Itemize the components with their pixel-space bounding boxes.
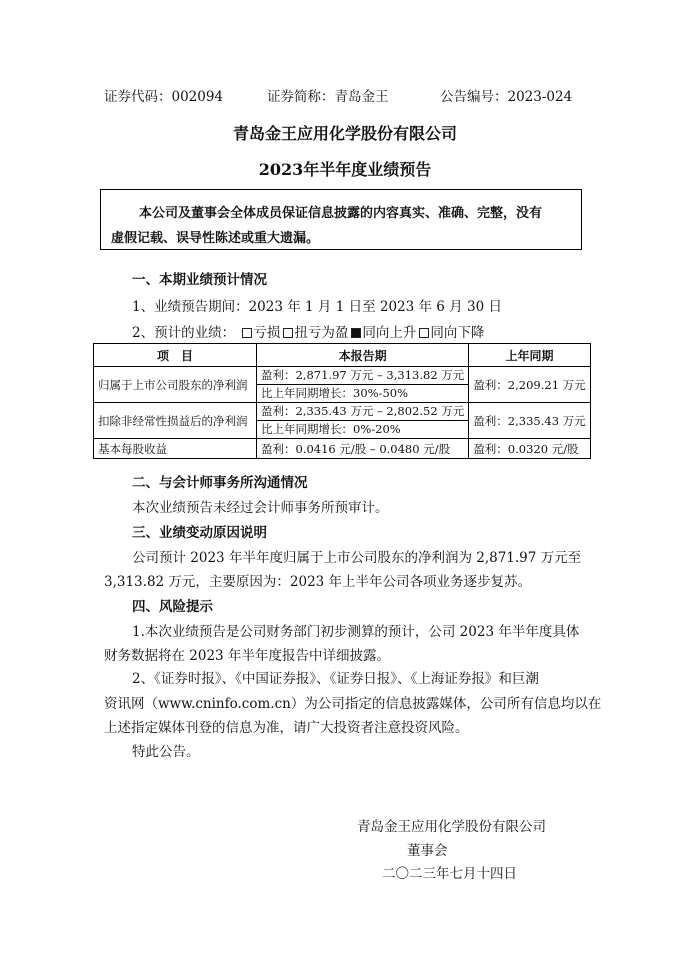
checkbox-turnaround: [283, 328, 293, 338]
signature-company: 青岛金王应用化学股份有限公司: [357, 819, 546, 835]
checkbox-increase-checked: [351, 328, 361, 338]
row-current: [257, 367, 469, 403]
checkbox-loss: [242, 328, 252, 338]
header-current: 本报告期: [257, 344, 469, 367]
closing-text: 特此公告。: [132, 744, 200, 760]
section-3-line-2: 3,313.82 万元，主要原因为：2023 年上半年公司各项业务逐步复苏。: [104, 574, 532, 590]
risk-p1-line-2: 财务数据将在 2023 年半年度报告中详细披露。: [104, 648, 390, 664]
stock-short-name-label: 证券简称：: [267, 89, 335, 105]
report-title: 2023年半年度业绩预告: [258, 160, 432, 179]
row-prior: 盈利：2,335.43 万元: [469, 403, 590, 439]
table-row: [94, 403, 591, 439]
section-3-heading: 三、业绩变动原因说明: [132, 525, 267, 541]
section-1-heading: 一、本期业绩预计情况: [132, 272, 267, 288]
stock-short-name-value: 青岛金王: [334, 89, 389, 105]
header-item: 项 目: [94, 344, 257, 367]
section-2-heading: 二、与会计师事务所沟通情况: [132, 475, 308, 491]
table-header-row: [94, 344, 591, 367]
stock-short-name: [267, 85, 389, 105]
risk-p2-line-2: 资讯网（www.cninfo.com.cn）为公司指定的信息披露媒体，公司所有信息均以在: [104, 696, 602, 712]
section-4-heading: 四、风险提示: [132, 599, 213, 615]
company-title: 青岛金王应用化学股份有限公司: [232, 124, 457, 143]
row-current: [257, 403, 469, 439]
current-growth: 比上年同期增长：0%-20%: [257, 420, 468, 438]
disclaimer-line-1: 本公司及董事会全体成员保证信息披露的内容真实、准确、完整，没有: [139, 206, 543, 221]
row-item: 扣除非经常性损益后的净利润: [94, 403, 257, 439]
forecast-period: 1、业绩预告期间：2023 年 1 月 1 日至 2023 年 6 月 30 日: [132, 299, 502, 315]
current-profit: 盈利：2,871.97 万元 – 3,313.82 万元: [261, 368, 465, 382]
forecast-type-label: 2、预计的业绩：: [132, 325, 236, 341]
table-row: [94, 439, 591, 459]
checkbox-decrease: [419, 328, 429, 338]
option-increase: 同向上升: [362, 325, 417, 341]
disclaimer-box: [100, 189, 582, 250]
forecast-type: [132, 321, 484, 341]
notice-number-value: 2023-024: [507, 89, 573, 105]
forecast-table: [93, 343, 591, 459]
section-3-line-1: 公司预计 2023 年半年度归属于上市公司股东的净利润为 2,871.97 万元至: [132, 550, 582, 566]
row-current: 盈利：0.0416 元/股 – 0.0480 元/股: [257, 439, 469, 459]
row-prior: 盈利：0.0320 元/股: [469, 439, 590, 459]
notice-number-label: 公告编号：: [440, 89, 508, 105]
signature-board: 董事会: [407, 843, 448, 859]
notice-number: [440, 85, 572, 105]
risk-p2-line-1: 2、《证券时报》、《中国证券报》、《证券日报》、《上海证券报》和巨潮: [132, 671, 539, 687]
row-item: 基本每股收益: [94, 439, 257, 459]
current-profit: 盈利：2,335.43 万元 – 2,802.52 万元: [261, 404, 465, 418]
risk-p2-line-3: 上述指定媒体刊登的信息为准，请广大投资者注意投资风险。: [104, 720, 469, 736]
risk-p1-line-1: 1.本次业绩预告是公司财务部门初步测算的预计，公司 2023 年半年度具体: [132, 624, 580, 640]
signature-date: 二〇二三年七月十四日: [382, 866, 517, 882]
stock-code-value: 002094: [171, 89, 224, 105]
row-item: 归属于上市公司股东的净利润: [94, 367, 257, 403]
stock-code-label: 证券代码：: [104, 89, 172, 105]
option-decrease: 同向下降: [430, 325, 485, 341]
stock-code: [104, 85, 223, 105]
option-loss: 亏损: [253, 325, 281, 341]
disclaimer-line-2: 虚假记载、误导性陈述或重大遗漏。: [111, 231, 320, 246]
section-2-text: 本次业绩预告未经过会计师事务所预审计。: [132, 500, 389, 516]
row-prior: 盈利：2,209.21 万元: [469, 367, 590, 403]
header-prior: 上年同期: [469, 344, 590, 367]
table-row: [94, 367, 591, 403]
current-growth: 比上年同期增长：30%-50%: [257, 384, 468, 402]
option-turnaround: 扭亏为盈: [294, 325, 349, 341]
